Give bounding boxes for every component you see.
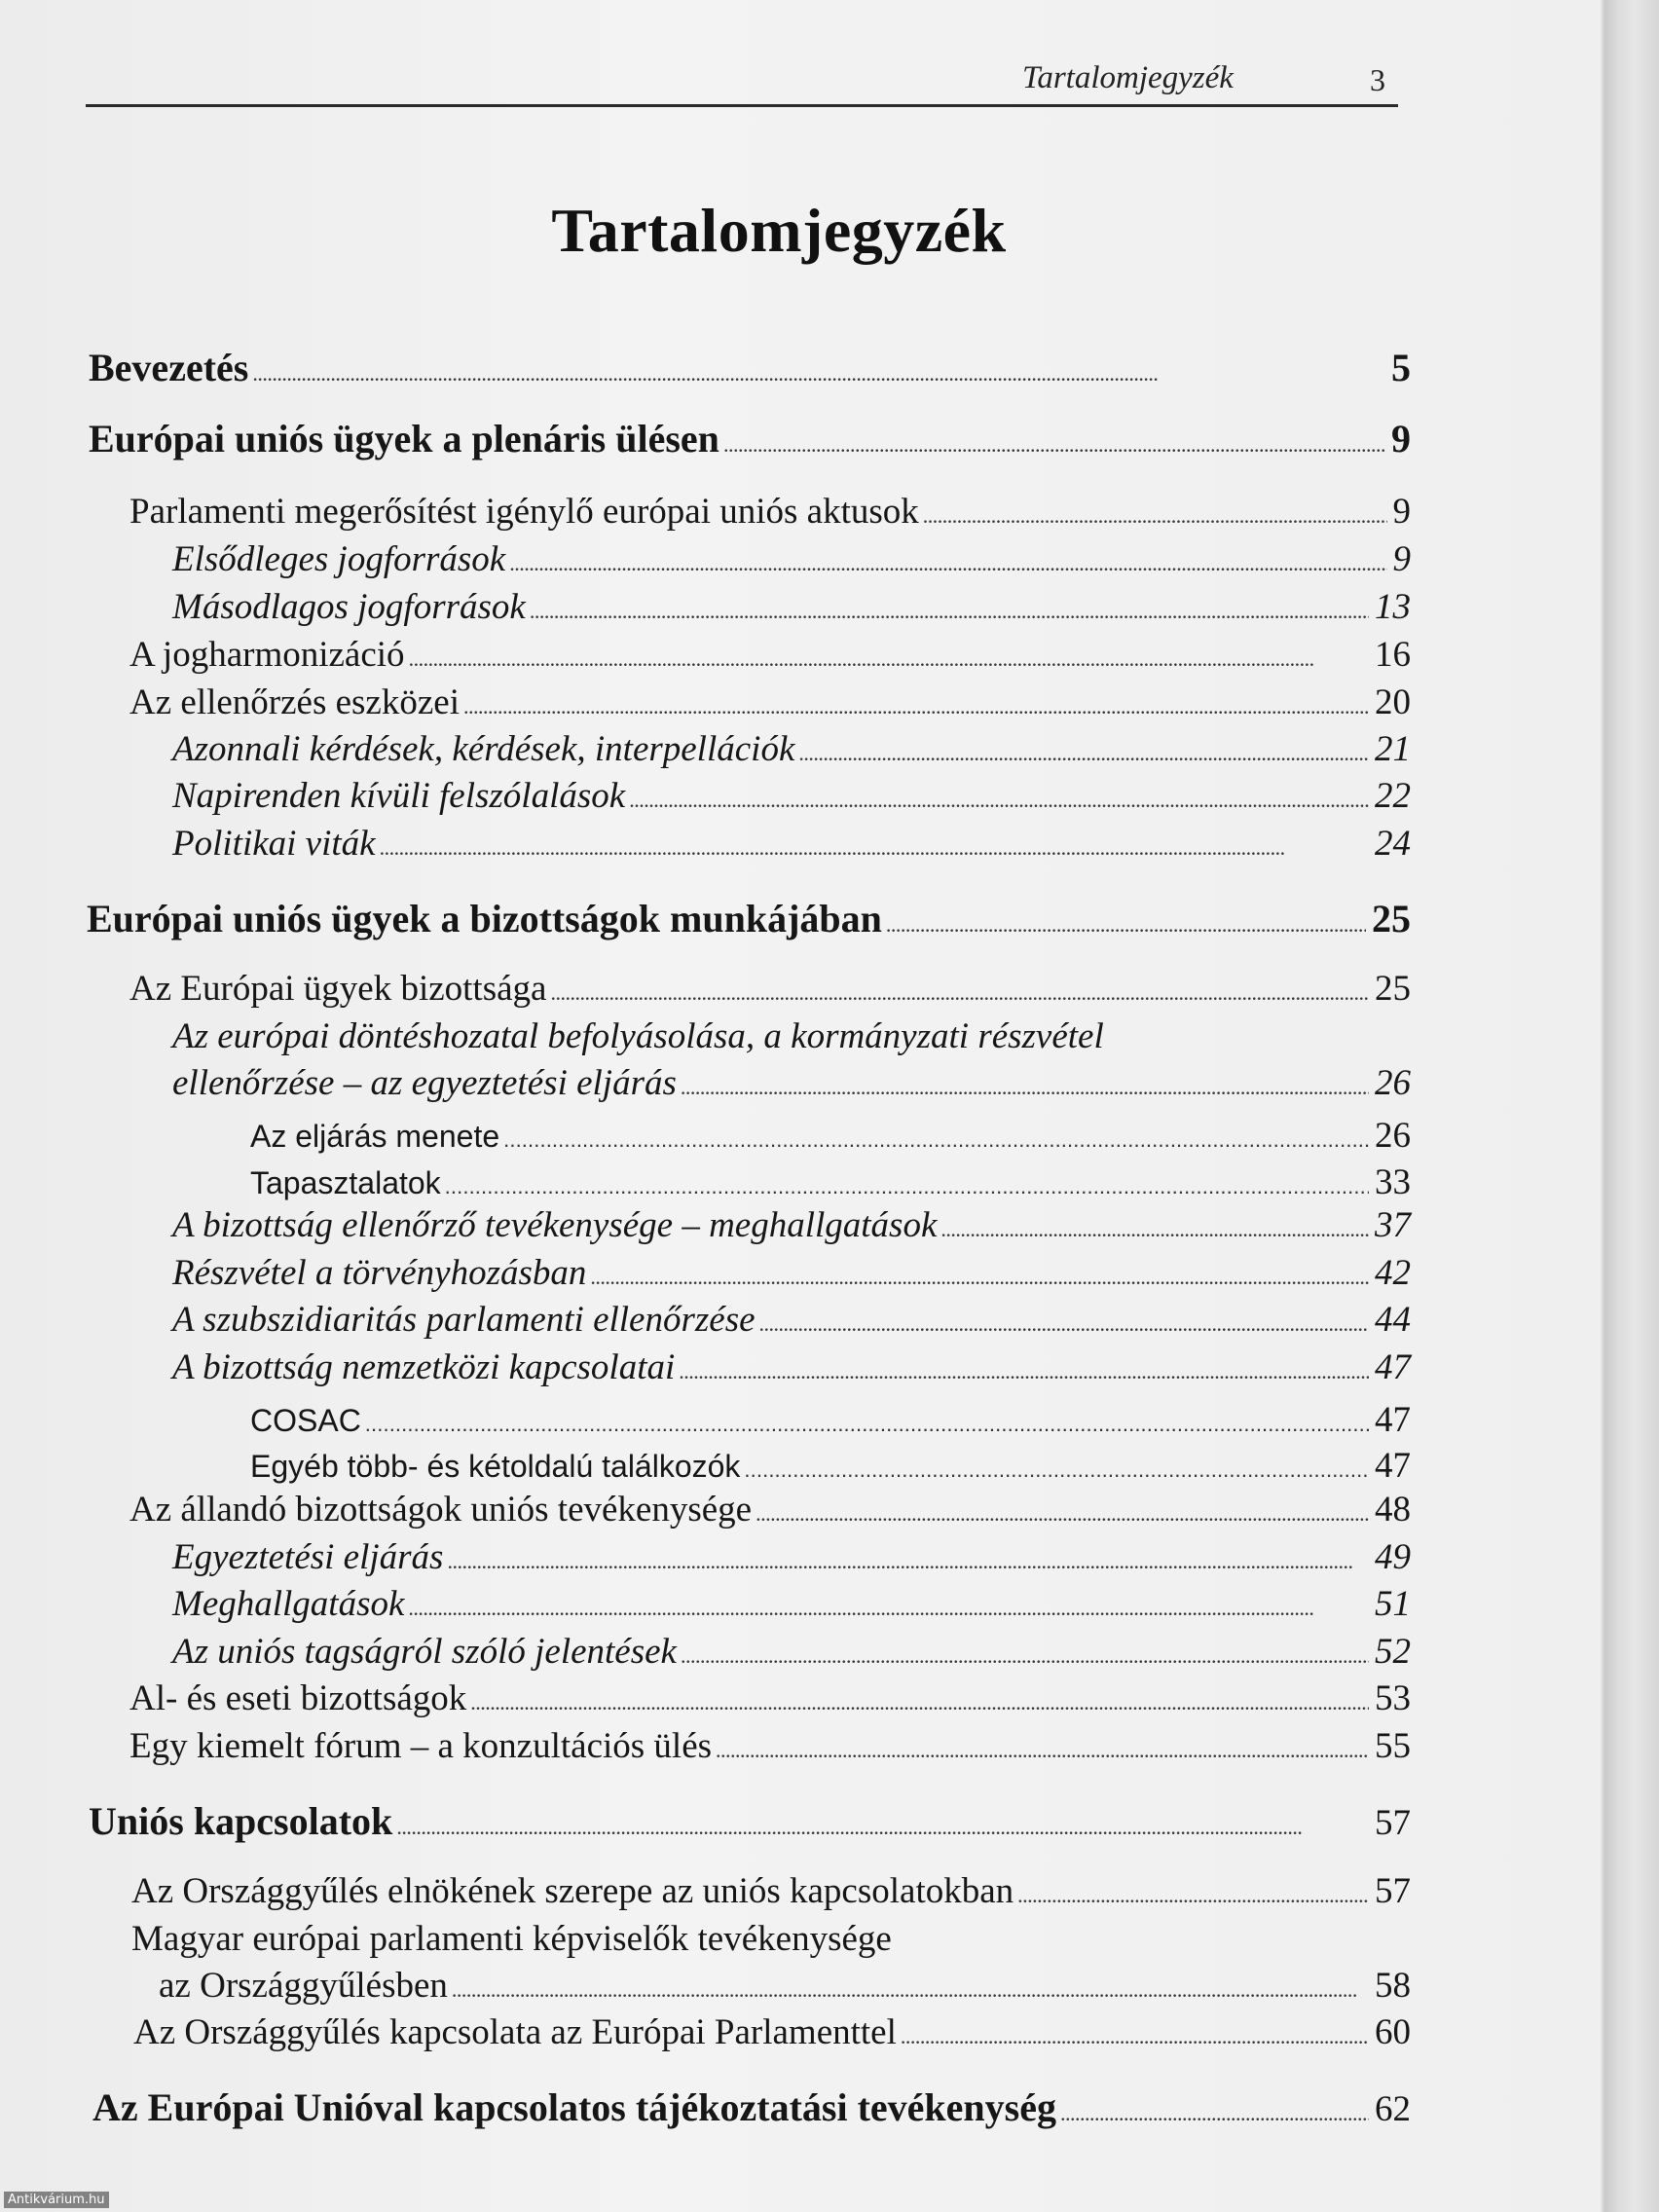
- dot-leader: [629, 776, 1369, 818]
- toc-entry[interactable]: [172, 1300, 1411, 1342]
- toc-entry[interactable]: [172, 1347, 1411, 1389]
- toc-entry-page: 20: [1375, 682, 1411, 722]
- dot-leader: [396, 1799, 1369, 1844]
- toc-entry-label: Másodlagos jogforrások: [172, 587, 526, 627]
- toc-entry-label: ellenőrzése – az egyeztetési eljárás: [172, 1063, 677, 1103]
- toc-entry[interactable]: [172, 729, 1411, 771]
- toc-entry-page: 57: [1375, 1803, 1411, 1843]
- toc-entry[interactable]: [129, 682, 1411, 724]
- dot-leader: [447, 1537, 1369, 1579]
- dot-leader: [503, 1119, 1369, 1155]
- dot-leader: [798, 729, 1369, 771]
- toc-entry-label: Azonnali kérdések, kérdések, interpellációk: [172, 729, 795, 769]
- dot-leader: [470, 1678, 1369, 1720]
- toc-entry-page: 16: [1375, 635, 1411, 675]
- toc-entry[interactable]: [172, 1063, 1411, 1105]
- dot-leader: [940, 1205, 1369, 1247]
- toc-entry-label: Al- és eseti bizottságok: [129, 1678, 467, 1718]
- toc-entry-page: 33: [1375, 1162, 1411, 1202]
- toc-entry-page: 9: [1392, 492, 1411, 532]
- dot-leader: [716, 1726, 1369, 1768]
- toc-entry[interactable]: [129, 969, 1411, 1011]
- toc-entry-label: Meghallgatások: [172, 1584, 405, 1624]
- toc-entry-page: 25: [1375, 969, 1411, 1009]
- toc-entry-page: 9: [1391, 417, 1411, 461]
- toc-entry-label: Egyeztetési eljárás: [172, 1537, 444, 1577]
- toc-entry-label: Tapasztalatok: [250, 1165, 441, 1200]
- toc-entry-page: 48: [1375, 1490, 1411, 1530]
- toc-entry[interactable]: [131, 1871, 1411, 1913]
- toc-entry[interactable]: [129, 1726, 1411, 1768]
- toc-entry[interactable]: [89, 346, 1411, 390]
- toc-entry[interactable]: [87, 897, 1411, 941]
- toc-entry-page: 22: [1375, 776, 1411, 816]
- toc-entry-label: Európai uniós ügyek a bizottságok munkájában: [87, 897, 882, 940]
- dot-leader: [530, 587, 1369, 629]
- dot-leader: [590, 1253, 1369, 1295]
- page-number: 3: [1370, 62, 1385, 97]
- toc-entry-page: 47: [1375, 1446, 1411, 1486]
- toc-entry-label: A szubszidiaritás parlamenti ellenőrzése: [172, 1300, 756, 1340]
- toc-entry-page: 13: [1375, 587, 1411, 627]
- toc-entry-label: Az állandó bizottságok uniós tevékenysége: [129, 1490, 753, 1530]
- toc-entry[interactable]: [172, 1253, 1411, 1295]
- toc-entry-page: 9: [1392, 539, 1411, 579]
- toc-entry-label: Az eljárás menete: [250, 1119, 500, 1154]
- toc-entry-page: 47: [1375, 1347, 1411, 1387]
- toc-entry-label: Az Európai Unióval kapcsolatos tájékoztatási tevékenység: [92, 2085, 1056, 2129]
- dot-leader: [1060, 2085, 1369, 2130]
- toc-entry-label-line1: Az európai döntéshozatal befolyásolása, a kormányzati részvétel: [172, 1016, 1104, 1056]
- toc-entry-page: 62: [1375, 2089, 1411, 2129]
- toc-entry-label: Az uniós tagságról szóló jelentések: [172, 1632, 677, 1672]
- toc-entry-label: Uniós kapcsolatok: [89, 1799, 393, 1843]
- toc-entry-label: Az Országgyűlés kapcsolata az Európai Parlamenttel: [133, 2012, 897, 2052]
- toc-entry-label: Az ellenőrzés eszközei: [129, 682, 460, 722]
- toc-entry-label: Európai uniós ügyek a plenáris ülésen: [89, 417, 719, 461]
- toc-entry[interactable]: [250, 1162, 1411, 1204]
- toc-entry-label: A bizottság nemzetközi kapcsolatai: [172, 1347, 676, 1387]
- toc-entry-page: 25: [1372, 897, 1411, 940]
- toc-entry-page: 49: [1375, 1537, 1411, 1577]
- toc-entry[interactable]: [129, 1678, 1411, 1720]
- dot-leader: [681, 1063, 1369, 1105]
- toc-entry-label: Elsődleges jogforrások: [172, 539, 506, 579]
- toc-entry[interactable]: [250, 1116, 1411, 1158]
- toc-entry-page: 60: [1375, 2012, 1411, 2052]
- toc-entry-label: Politikai viták: [172, 824, 376, 864]
- toc-entry-label: az Országgyűlésben: [159, 1966, 448, 2006]
- dot-leader: [550, 969, 1369, 1011]
- running-header-title: Tartalomjegyzék: [1022, 60, 1234, 95]
- toc-entry-label: Napirenden kívüli felszólalások: [172, 776, 626, 816]
- dot-leader: [756, 1490, 1369, 1531]
- toc-entry-label: COSAC: [250, 1403, 361, 1438]
- dot-leader: [923, 492, 1387, 534]
- toc-entry[interactable]: [172, 1632, 1411, 1674]
- toc-entry-page: 5: [1391, 346, 1411, 389]
- dot-leader: [759, 1300, 1369, 1342]
- toc-entry[interactable]: [250, 1400, 1411, 1442]
- dot-leader: [509, 539, 1386, 581]
- dot-leader: [681, 1632, 1369, 1674]
- toc-entry-label: Részvétel a törvényhozásban: [172, 1253, 587, 1293]
- toc-entry-page: 52: [1375, 1632, 1411, 1672]
- toc-entry[interactable]: [89, 1799, 1411, 1845]
- dot-leader: [365, 1403, 1369, 1439]
- toc-entry[interactable]: [159, 1966, 1411, 2008]
- toc-entry[interactable]: [172, 824, 1411, 866]
- dot-leader: [901, 2012, 1369, 2054]
- toc-entry-label: Parlamenti megerősítést igénylő európai uniós aktusok: [129, 492, 919, 532]
- toc-entry[interactable]: [129, 492, 1411, 534]
- toc-entry[interactable]: [129, 635, 1411, 677]
- toc-entry-page: 42: [1375, 1253, 1411, 1293]
- toc-entry[interactable]: [172, 539, 1411, 581]
- toc-entry[interactable]: [250, 1446, 1411, 1488]
- dot-leader: [1017, 1871, 1369, 1913]
- toc-entry-page: 51: [1375, 1584, 1411, 1624]
- toc-entry-page: 55: [1375, 1726, 1411, 1766]
- dot-leader: [380, 824, 1369, 866]
- toc-entry-label: Egy kiemelt fórum – a konzultációs ülés: [129, 1726, 713, 1766]
- page-title: Tartalomjegyzék: [551, 196, 1007, 265]
- watermark: Antikvárium.hu: [4, 2192, 109, 2208]
- book-gutter: [1604, 0, 1659, 2212]
- toc-entry-page: 57: [1375, 1871, 1411, 1911]
- toc-entry[interactable]: [172, 1584, 1411, 1626]
- toc-entry-page: 53: [1375, 1678, 1411, 1718]
- toc-entry[interactable]: [92, 2085, 1411, 2131]
- toc-entry-label: Az Országgyűlés elnökének szerepe az uniós kapcsolatokban: [131, 1871, 1014, 1911]
- toc-entry-label: Az Európai ügyek bizottsága: [129, 969, 547, 1009]
- toc-entry-page: 44: [1375, 1300, 1411, 1340]
- toc-entry[interactable]: [172, 587, 1411, 629]
- toc-entry-page: 21: [1375, 729, 1411, 769]
- toc-entry-page: 47: [1375, 1400, 1411, 1440]
- toc-entry-page: 26: [1375, 1063, 1411, 1103]
- dot-leader: [744, 1449, 1369, 1485]
- toc-entry[interactable]: [172, 1537, 1411, 1579]
- dot-leader: [408, 1584, 1369, 1626]
- toc-entry[interactable]: [172, 776, 1411, 818]
- dot-leader: [723, 417, 1385, 461]
- toc-entry[interactable]: [129, 1490, 1411, 1531]
- dot-leader: [886, 897, 1366, 941]
- toc-entry-label: A jogharmonizáció: [129, 635, 405, 675]
- dot-leader: [445, 1165, 1369, 1201]
- toc-entry-page: 58: [1375, 1966, 1411, 2006]
- toc-entry-page: 37: [1375, 1205, 1411, 1245]
- toc-entry-label: Egyéb több- és kétoldalú találkozók: [250, 1449, 741, 1484]
- dot-leader: [409, 635, 1369, 677]
- toc-entry-page: 26: [1375, 1116, 1411, 1156]
- toc-entry[interactable]: [133, 2012, 1411, 2054]
- toc-entry-label: Bevezetés: [89, 346, 249, 389]
- dot-leader: [463, 682, 1369, 724]
- dot-leader: [679, 1347, 1369, 1389]
- toc-entry[interactable]: [172, 1205, 1411, 1247]
- toc-entry-label-line1: Magyar európai parlamenti képviselők tevékenysége: [131, 1919, 892, 1959]
- dot-leader: [252, 346, 1385, 390]
- toc-entry-page: 24: [1375, 824, 1411, 864]
- toc-entry-label: A bizottság ellenőrző tevékenysége – meghallgatások: [172, 1205, 938, 1245]
- toc-entry[interactable]: [89, 417, 1411, 461]
- dot-leader: [452, 1966, 1369, 2008]
